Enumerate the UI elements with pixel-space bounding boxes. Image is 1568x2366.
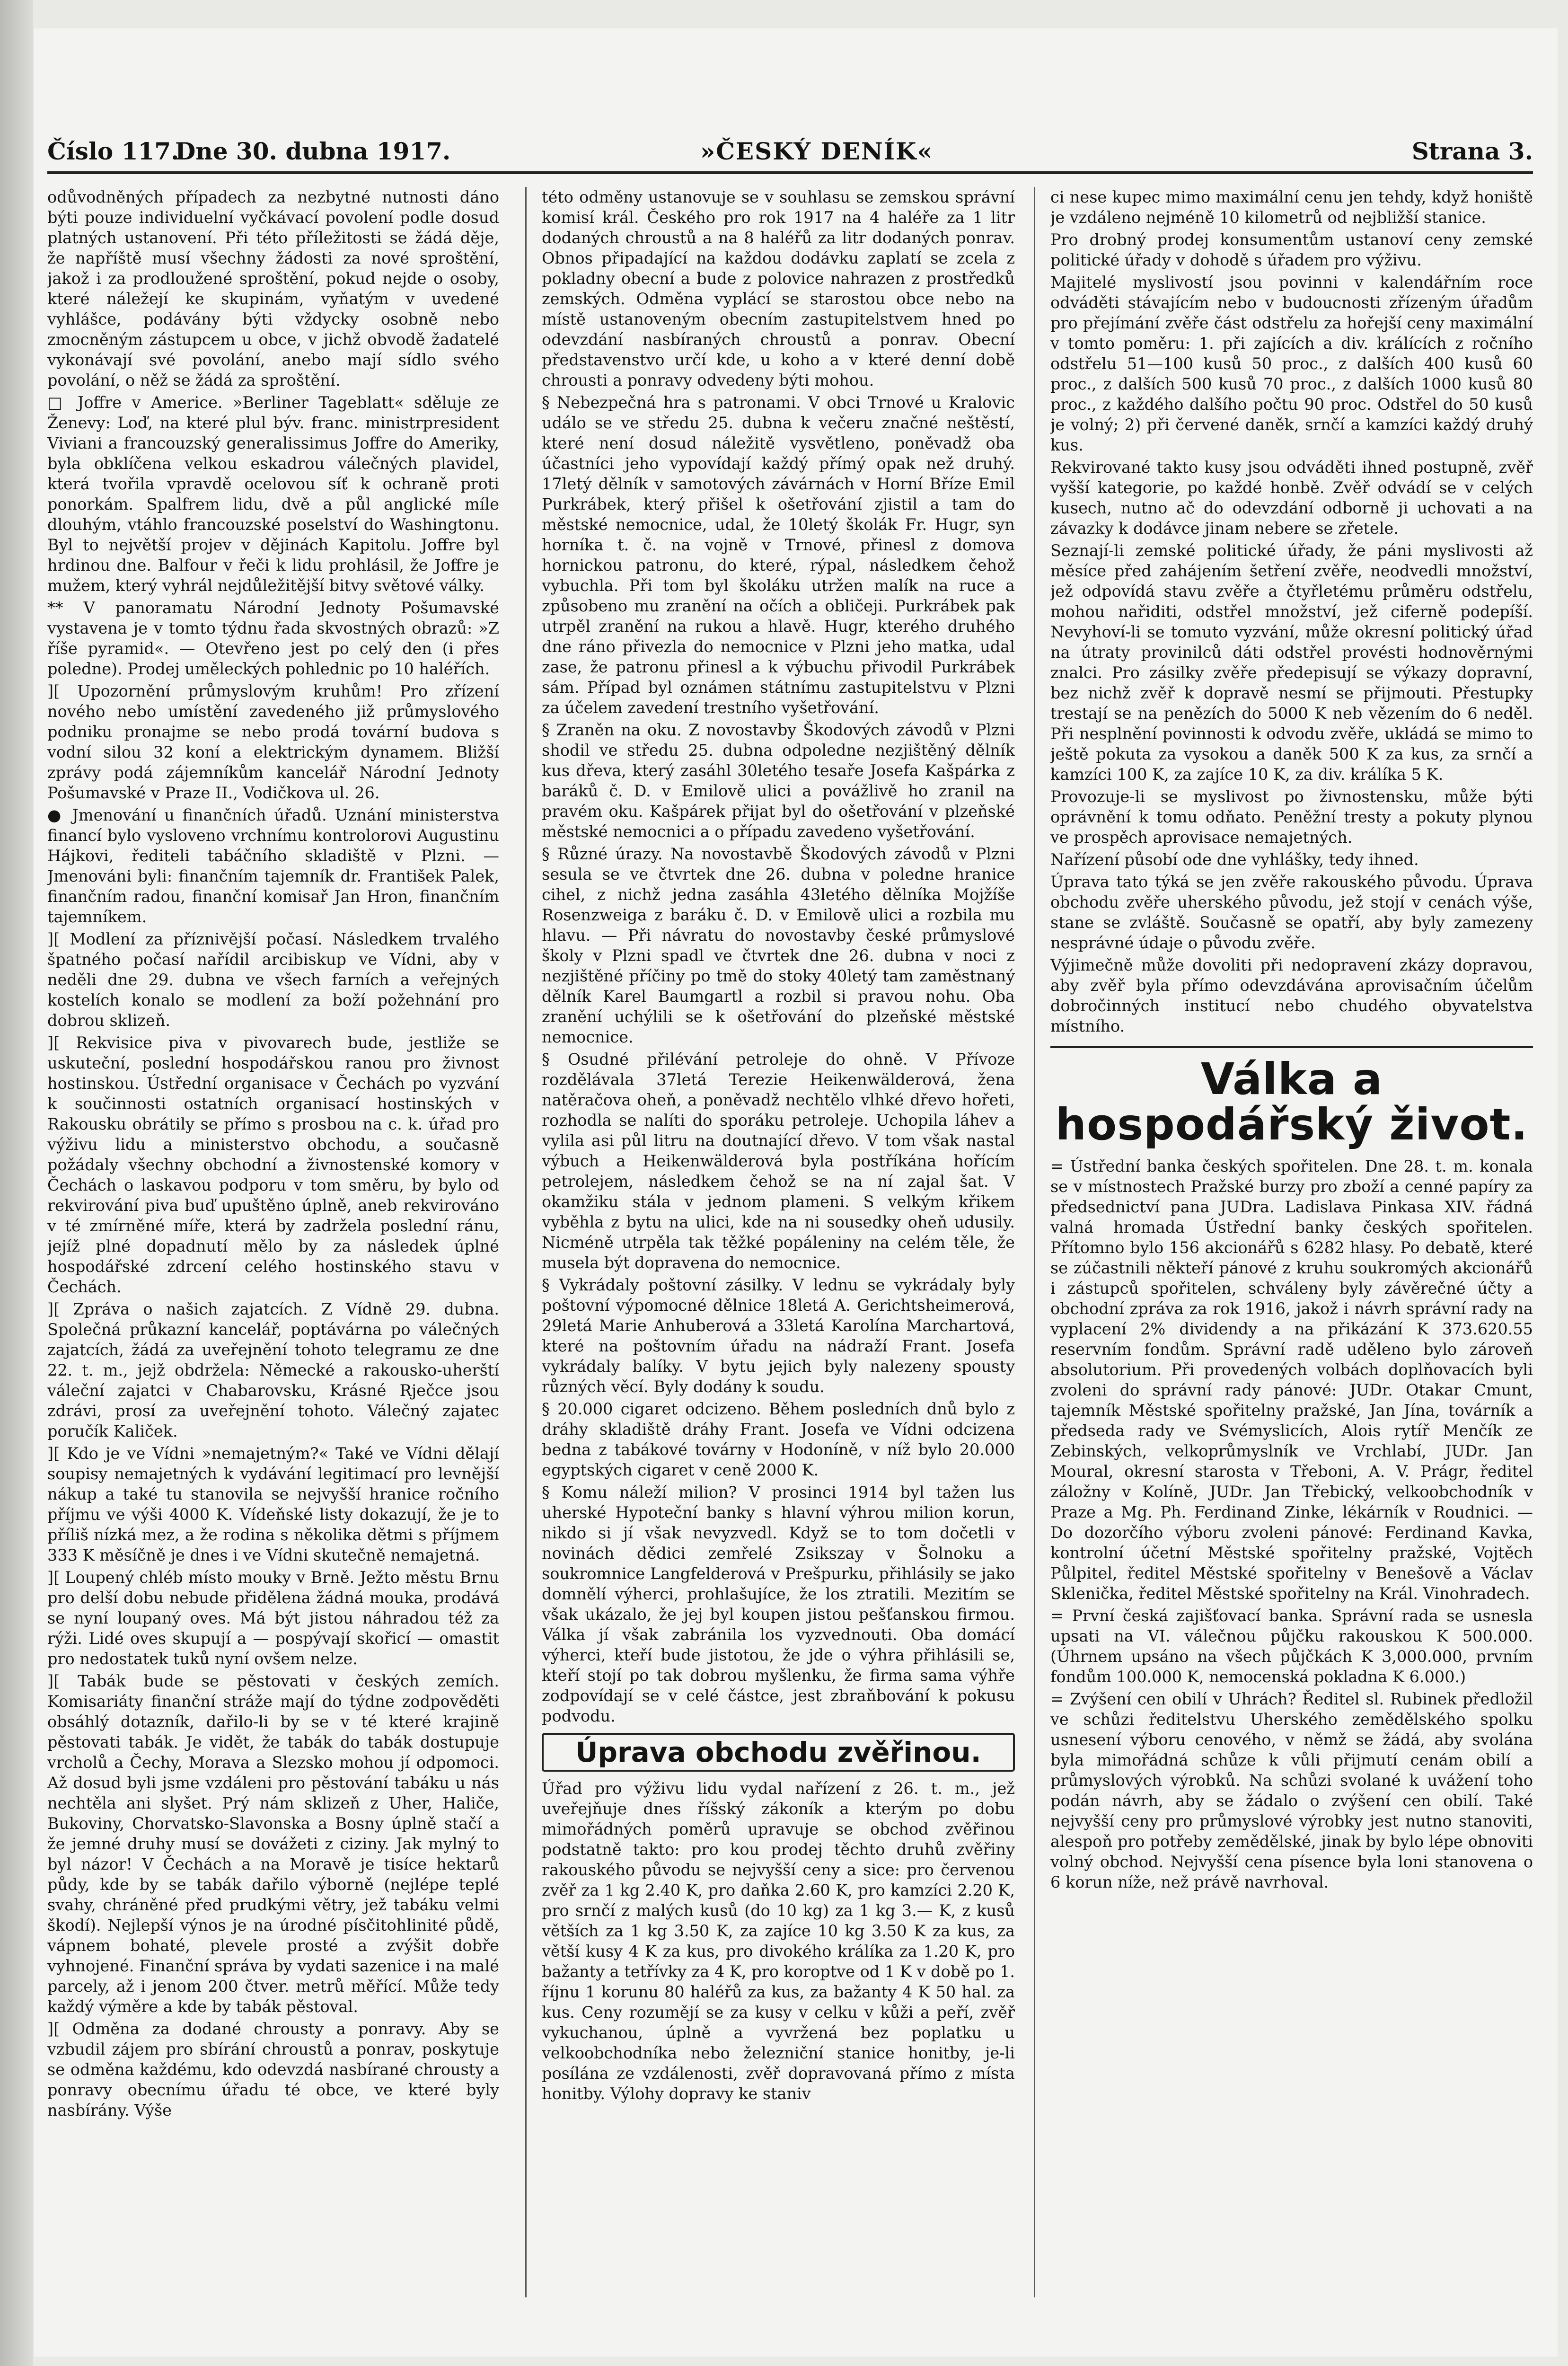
- page-number: Strana 3.: [1411, 137, 1533, 165]
- article-paragraph: ● Jmenování u finančních úřadů. Uznání ministerstva financí bylo vysloveno vrchnímu kontrolorovi Augustinu Hájkovi, řediteli tabáčního skladiště v Plzni. — Jmenováni byli: finančním tajemník dr. František Palek, finančním radou, finanční komisař Jan Hron, finančním tajemníkem.: [47, 806, 499, 926]
- article-paragraph: □ Joffre v Americe. »Berliner Tageblatt« sděluje ze Ženevy: Loď, na které plul býv. franc. ministrpresident Viviani a francouzský generalissimus Joffre do Ameriky, byla obklíčena velkou eskadrou válečných plavidel, která tvořila vpravdě ocelovou síť k ochraně proti ponorkám. Spalfrem lidu, dvě a půl anglické míle dlouhým, vtáhlo francouzské poselství do Washingtonu. Byl to největší projev v dějinách Kapitolu. Joffre byl hrdinou dne. Balfour v řeči k lidu prohlásil, že Joffre je mužem, který vyhrál nejdůležitější bitvy světové války.: [47, 393, 499, 595]
- column-rule: [1034, 187, 1035, 2297]
- article-paragraph: Úprava tato týká se jen zvěře rakouského původu. Úprava obchodu zvěře uherského původu, jež stojí v cenách výše, stane se zvláště. Současně se opatří, aby byly zamezeny nesprávné údaje o původu zvěře.: [1050, 873, 1533, 952]
- article-paragraph: § Nebezpečná hra s patronami. V obci Trnové u Kralovic událo se ve středu 25. dubna k večeru značné neštěstí, které není dosud náležitě vysvětleno, poněvadž oba účastníci jeho vypovídají každý přímý opak než druhý. 17letý dělník v samotových závárnách v Horní Bříze Emil Purkrábek, který přišel k ošetřování zjistil a tam do městské nemocnice, udal, že 10letý školák Fr. Hugr, syn horníka t. č. na vojně v Trnové, přinesl z domova hornickou patronu, do které, rýpal, následkem čehož vybuchla. Při tom byl školáku utržen malík na ruce a způsobeno mu zranění na očích a obličeji. Purkrábek pak utrpěl zranění na rukou a hlavě. Hugr, kterého druhého dne ráno přivezla do nemocnice v Plzni jeho matka, udal zase, že patronu přinesl a k výbuchu přivodil Purkrábek sám. Případ byl oznámen státnímu zastupitelstvu v Plzni za účelem zavedení trestního vyšetřování.: [542, 393, 1015, 717]
- article-paragraph: Rekvirované takto kusy jsou odváděti ihned postupně, zvěř vyšší kategorie, po každé honbě. Zvěř odvádí se v celých kusech, nutno ač do odevzdání odborně ji uchovati a na závazky k dodávce jinam nebere se zřetele.: [1050, 458, 1533, 538]
- article-paragraph: odůvodněných případech za nezbytné nutnosti dáno býti pouze individuelní vyčkávací povolení podle dosud platných ustanovení. Při této příležitosti se žádá děje, že napříště musí všechny žádosti za nové sproštění, jakož i za prodloužené sproštění, pokud nejde o osoby, které náležejí ke skupinám, vyňatým v uvedené vyhlášce, podávány býti vždycky osobně nebo zmocněným zástupcem u obce, v jichž obvodě žadatelé vykonávají své povolání, anebo mají sídlo svého povolání, o něž se žádá za sproštění.: [47, 188, 499, 389]
- article-paragraph: Majitelé myslivostí jsou povinni v kalendářním roce odváděti stávajícím nebo v budoucnosti zřízeným úřadům pro přejímání zvěře část odstřelu za hořejší ceny maximální v tomto poměru: 1. při zajících a div. králících z ročního odstřelu 51—100 kusů 50 proc., z dalších 400 kusů 60 proc., z dalších 500 kusů 70 proc., z dalších 1000 kusů 80 proc., z každého dalšího počtu 90 proc. Odstřel do 50 kusů je volný; 2) při červené daněk, srnčí a kamzíci každý druhý kus.: [1050, 273, 1533, 454]
- article-paragraph: § Zraněn na oku. Z novostavby Škodových závodů v Plzni shodil ve středu 25. dubna odpoledne nezjištěný dělník kus dřeva, který zasáhl 30letého tesaře Josefa Kašpárka z baráků č. D. v Emilově ulici a povážlivě ho zranil na pravém oku. Kašpárek přijat byl do ošetřování v plzeňské městské nemocnici a o případu zavedeno vyšetřování.: [542, 721, 1015, 841]
- article-paragraph: Pro drobný prodej konsumentům ustanoví ceny zemské politické úřady v dohodě s úřadem pro výživu.: [1050, 230, 1533, 269]
- article-paragraph: ][ Zpráva o našich zajatcích. Z Vídně 29. dubna. Společná průkazní kancelář, poptávárna po válečných zajatcích, žádá za uveřejnění tohoto telegramu ze dne 22. t. m., jejž obdržela: Německé a rakousko-uherští váleční zajatci v Chabarovsku, Krásné Rječce jsou zdrávi, prosí za uveřejnění tohoto. Válečný zajatec poručík Kaliček.: [47, 1300, 499, 1440]
- col2b-articles: [542, 1778, 1015, 2104]
- article-paragraph: ][ Rekvisice piva v pivovarech bude, jestliže se uskuteční, poslední hospodářskou ranou pro živnost hostinskou. Ústřední organisace v Čechách po vyzvání k součinnosti ostatních organisací hostinských v Rakousku obrátily se přímo s prosbou na c. k. úřad pro výživu lidu a ministerstvo obchodu, a současně požádaly všechny obchodní a živnostenské komory v Čechách o laskavou podporu v tom směru, by bylo od rekvirování piva buď upuštěno úplně, aneb rekvirováno v té zmírněné míře, která by zadržela poslední ránu, jejíž plné dopadnutí mělo by za následek úplné hospodářské zdrcení celého hostinského stavu v Čechách.: [47, 1033, 499, 1296]
- article-paragraph: § Komu náleží milion? V prosinci 1914 byl tažen lus uherské Hypoteční banky s hlavní výhrou milion korun, nikdo si jí však nevyzvedl. Když se to tom dočetli v novinách dědici zemřelé Zsikszay v Šolnoku a soukromnice Langfelderová v Prešpurku, přihlásily se jako domnělí výherci, prohlašujíce, že los ztratili. Mezitím se však ukázalo, že jej byl koupen jistou pešťanskou firmou. Válka jí však zabránila los vyzvednouti. Oba domácí výherci, kteří bude jistotou, že jde o výhra přihlásili se, kteří stojí po tak dobrou myšlenku, že firma sama výhře zodpovídají se v celé částce, jest zbraňbování k pokusu podvodu.: [542, 1483, 1015, 1725]
- headline-valka: Válka a hospodářský život.: [1050, 1046, 1533, 1148]
- col2a-articles: [542, 187, 1015, 1726]
- article-paragraph: = První česká zajišťovací banka. Správní rada se usnesla upsati na VI. válečnou půjčku rakouskou K 500.000. (Úhrnem upsáno na všech půjčkách K 3,000.000, prvním fondům 100.000 K, nemocenská pokladna K 6.000.): [1050, 1607, 1533, 1686]
- col3a-articles: [1050, 187, 1533, 1036]
- article-paragraph: této odměny ustanovuje se v souhlasu se zemskou správní komisí král. Českého pro rok 1917 na 4 haléře za 1 litr dodaných chroustů a na 8 haléřů za litr dodaných ponrav. Obnos připadající na každou dodávku zaplatí se zcela z pokladny obecní a bude z polovice nahrazen z prostředků zemských. Odměna vyplácí se starostou obce nebo na místě ustanoveným obecním zastupitelstvem hned po odevzdání nasbíraných chroustů a ponrav. Obecní představenstvo určí kde, u koho a v které denní době chrousti a ponravy odvedeny býti mohou.: [542, 188, 1015, 389]
- article-paragraph: Úřad pro výživu lidu vydal nařízení z 26. t. m., jež uveřejňuje dnes říšský zákoník a kterým po dobu mimořádných poměrů upravuje se obchod zvěřinou podstatně takto: pro kou prodej těchto druhů zvěřiny rakouského původu se nejvyšší ceny a sice: pro červenou zvěř za 1 kg 2.40 K, pro daňka 2.60 K, pro kamzíci 2.20 K, pro srnčí z malých kusů (do 10 kg) za 1 kg 3.— K, z kusů větších za 1 kg 3.50 K, za zajíce 10 kg 3.50 K za kus, za větší kusy 4 K za kus, pro divokého králíka za 1.20 K, pro bažanty a tetřívky za 4 K, pro koroptve od 1 K v době po 1. říjnu 1 korunu 80 haléřů za kus, za bažanty 4 K 50 hal. za kus. Ceny rozumějí se za kusy v celku v kůži a peří, zvěř vykuchanou, úplně a vyvržená bez poplatku u velkoobchodníka nebo železniční stanice honitby, je-li posílána ze vzdálenosti, zvěř dopravovaná přímo z místa honitby. Výlohy dopravy ke staniv: [542, 1779, 1015, 2103]
- header-rule: [47, 171, 1533, 174]
- newspaper-title: »ČESKÝ DENÍK«: [700, 137, 933, 165]
- issue-date: Dne 30. dubna 1917.: [175, 137, 451, 165]
- column-1: [47, 187, 499, 2302]
- column-2: [542, 187, 1015, 2302]
- article-paragraph: ci nese kupec mimo maximální cenu jen tehdy, když honiště je vzdáleno nejméně 10 kilometrů od nejbližší stanice.: [1050, 188, 1533, 227]
- page-header: [47, 137, 1533, 170]
- column-rule: [525, 187, 527, 2297]
- article-paragraph: Výjimečně může dovoliti při nedopravení zkázy dopravou, aby zvěř byla přímo odevzdávána aprovisačním účelům dobročinných institucí nebo chudého obyvatelstva místního.: [1050, 956, 1533, 1035]
- article-paragraph: ][ Modlení za příznivější počasí. Následkem trvalého špatného počasí nařídil arcibiskup ve Vídni, aby v neděli dne 29. dubna ve všech farních a veřejných kostelích konalo se modlení za boží požehnání pro dobrou sklizeň.: [47, 930, 499, 1030]
- headline-zverina: Úprava obchodu zvěřinou.: [542, 1733, 1015, 1772]
- article-paragraph: ][ Loupený chléb místo mouky v Brně. Ježto městu Brnu pro delší dobu nebude přidělena žádná mouka, prodává se nyní loupaný oves. Má být jistou náhradou též za rýži. Lidé oves skupují a — pospývají skořicí — omastit pro nedostatek tuků nyní ovšem nelze.: [47, 1568, 499, 1668]
- article-paragraph: § Různé úrazy. Na novostavbě Škodových závodů v Plzni sesula se ve čtvrtek dne 26. dubna v poledne hranice cihel, z nichž jedna zasáhla 43letého dělníka Mojžíše Rosenzweiga z baráku č. D. v Emilově ulici a rozbila mu hlavu. — Při návratu do novostavby české průmyslové školy v Plzni spadl ve čtvrtek dne 26. dubna v noci z nezjištěné příčiny po tmě do stoky 40letý tam zaměstnaný dělník Karel Baumgartl a rozbil si pravou nohu. Oba zranění uchýlili se k ošetřování do plzeňské městské nemocnice.: [542, 845, 1015, 1046]
- article-paragraph: ][ Kdo je ve Vídni »nemajetným?« Také ve Vídni dělají soupisy nemajetných k vydávání legitimací pro levnější nákup a také tu stanovila se nejvyšší hranice ročního příjmu ve výši 4000 K. Vídeňské listy dokazují, že je to příliš nízká mez, a že rodina s několika dětmi s příjmem 333 K měsíčně je dnes i ve Vídni skutečně nemajetná.: [47, 1444, 499, 1564]
- article-paragraph: ][ Upozornění průmyslovým kruhům! Pro zřízení nového nebo umístění zavedeného již průmyslového podniku pronajme se nebo prodá tovární budova s vodní silou 32 koní a elektrickým dynamem. Bližší zprávy podá zájemníkům kancelář Národní Jednoty Pošumavské v Praze II., Vodičkova ul. 26.: [47, 682, 499, 802]
- article-paragraph: = Zvýšení cen obilí v Uhrách? Ředitel sl. Rubinek předložil ve schůzi ředitelstvu Uherského zemědělského spolku usnesení výboru cenového, v němž se žádá, aby svolána byla mimořádná schůze k vůli přijmutí cenám obilí a průmyslových výrobků. Na schůzi svolané k uvážení toho podán návrh, aby se žádalo o zvýšení cen obilí. Také nejvyšší ceny pro průmyslové výrobky jest nutno stanoviti, alespoň pro potřeby zemědělské, jinak by bylo lépe obnoviti volný obchod. Nejvyšší cena písence byla loni stanovena o 6 korun níže, než právě navrhoval.: [1050, 1690, 1533, 1891]
- article-paragraph: § Vykrádaly poštovní zásilky. V lednu se vykrádaly byly poštovní výpomocné dělnice 18letá A. Gerichtsheimerová, 29letá Marie Anhuberová a 33letá Karolína Marchartová, které na poštovním úřadu na nádraží Frant. Josefa vykrádaly balíky. V bytu jejich byly nalezeny spousty různých věcí. Byly dodány k soudu.: [542, 1276, 1015, 1396]
- article-paragraph: ][ Odměna za dodané chrousty a ponravy. Aby se vzbudil zájem pro sbírání chroustů a ponrav, poskytuje se odměna každému, kdo odevzdá nasbírané chrousty a ponravy obecnímu úřadu té obce, ve které byly nasbírány. Výše: [47, 2020, 499, 2119]
- article-paragraph: § 20.000 cigaret odcizeno. Během posledních dnů bylo z dráhy skladiště dráhy Frant. Josefa ve Vídni odcizena bedna z tabákové továrny v Hodoníně, v níž bylo 20.000 egyptských cigaret v ceně 2000 K.: [542, 1400, 1015, 1479]
- issue-number: Číslo 117.: [47, 137, 179, 165]
- col1-articles: [47, 187, 499, 2120]
- article-paragraph: § Osudné přilévání petroleje do ohně. V Přívoze rozdělávala 37letá Terezie Heikenwälderová, žena natěračova oheň, a poněvadž nechtělo vlhké dřevo hořeti, rozhodla se nalíti do sporáku petroleje. Uchopila láhev a vylila asi půl litru na doutnající dřevo. V tom však nastal výbuch a Heikenwälderová byla postříkána hořícím petrolejem, následkem čehož se na ní zajal šat. V okamžiku stála v jednom plameni. S velkým křikem vyběhla z bytu na ulici, kde na ni sousedky oheň udusily. Nicméně utrpěla tak těžké popáleniny na celém těle, že musela být dopravena do nemocnice.: [542, 1050, 1015, 1272]
- col3b-articles: [1050, 1156, 1533, 1892]
- article-paragraph: Nařízení působí ode dne vyhlášky, tedy ihned.: [1050, 850, 1419, 869]
- article-paragraph: Seznají-li zemské politické úřady, že páni myslivosti až měsíce před zahájením šetření zvěře, neodvedli množství, jež odpovídá stavu zvěře a čtyřletému průměru odstřelu, mohou nařiditi, odstřel množství, jež ciferně podepíší. Nevyhoví-li se tomuto vyzvání, může okresní politický úřad na útraty provinilců dáti odstřel provésti hodnověrnými znalci. Pro zásilky zvěře předepisují se výkazy dopravní, bez nichž zvěř k dopravě nesmí se přijmouti. Přestupky trestají se na penězích do 5000 K neb vězením do 6 neděl. Při nesplnění povinnosti k odvodu zvěře, ukládá se mimo to ještě pokuta za vysokou a daněk 500 K za kus, za srnčí a kamzíci 100 K, za zajíce 10 K, za div. králíka 5 K.: [1050, 541, 1533, 784]
- article-paragraph: ** V panoramatu Národní Jednoty Pošumavské vystavena je v tomto týdnu řada skvostných obrazů: »Z říše pyramid«. — Otevřeno jest po celý den (i přes poledne). Prodej uměleckých pohlednic po 10 haléřích.: [47, 599, 499, 678]
- article-paragraph: = Ústřední banka českých spořitelen. Dne 28. t. m. konala se v místnostech Pražské burzy pro zboží a cenné papíry za předsednictví pana JUDra. Ladislava Pinkasa XIV. řádná valná hromada Ústřední banky českých spořitelen. Přítomno bylo 156 akcionářů s 6282 hlasy. Po debatě, které se zúčastnili někteří pánové z kruhu soukromých akcionářů i zástupců spořitelen, schváleny byly závěrečné účty a obchodní zpráva za rok 1916, jakož i návrh správní rady na vyplacení 2% dividendy a na přikázání K 373.620.55 reservním fondům. Správní radě uděleno bylo zároveň absolutorium. Při provedených volbách doplňovacích byli zvoleni do správní rady pánové: JUDr. Otakar Cmunt, tajemník Městské spořitelny pražské, Jan Jína, továrník a předseda rady ve Svémyslicích, Alois rytíř Menčík ze Zebinských, velkoprůmyslník ve Vrchlabí, JUDr. Jan Moural, okresní starosta v Třeboni, A. V. Prágr, ředitel záložny v Kolíně, JUDr. Jan Třebický, velkoobchodník v Praze a Mg. Ph. Ferdinand Zinke, lékárník v Roudnici. — Do dozorčího výboru zvoleni pánové: Ferdinand Kavka, kontrolní účetní Městské spořitelny pražské, Vojtěch Půlpitel, ředitel Městské spořitelny v Benešově a Václav Sklenička, ředitel Městské spořitelny na Král. Vinohradech.: [1050, 1157, 1533, 1603]
- article-paragraph: ][ Tabák bude se pěstovati v českých zemích. Komisariáty finanční stráže mají do týdne zodpověděti obsáhlý dotazník, dařilo-li by se v té které krajině pěstovati tabák. Je vidět, že tabák do tabák dostupuje vrcholů a Čechy, Morava a Slezsko mohou jí odpomoci. Až dosud byli jsme vzdáleni pro pěstování tabáku u nás nechtěla ani slyšet. Prý nám sklizeň z Uher, Haliče, Bukoviny, Chorvatsko-Slavonska a Bosny úplně stačí a že jemné druhy musí se dovážeti z ciziny. Jak mylný to byl názor! V Čechách a na Moravě je tisíce hektarů půdy, kde by se tabák dařilo výborně (nejlépe teplé svahy, chráněné před prudkými větry, jež tabáku velmi škodí). Nejlepší výnos je na úrodné písčitohlinité půdě, vápnem bohaté, plevele prosté a zvýšit dobře vyhnojené. Finanční správa by vydati sazenice i na malé parcely, až i jenom 200 čtver. metrů měřící. Může tedy každý výměre a kde by tabák pěstoval.: [47, 1672, 499, 2016]
- column-3: [1050, 187, 1533, 2302]
- page-edge-shadow: [0, 0, 33, 2366]
- article-paragraph: Provozuje-li se myslivost po živnostensku, může býti oprávnění k tomu odňato. Peněžní tresty a pokuty plynou ve prospěch aprovisace nemajetných.: [1050, 787, 1533, 847]
